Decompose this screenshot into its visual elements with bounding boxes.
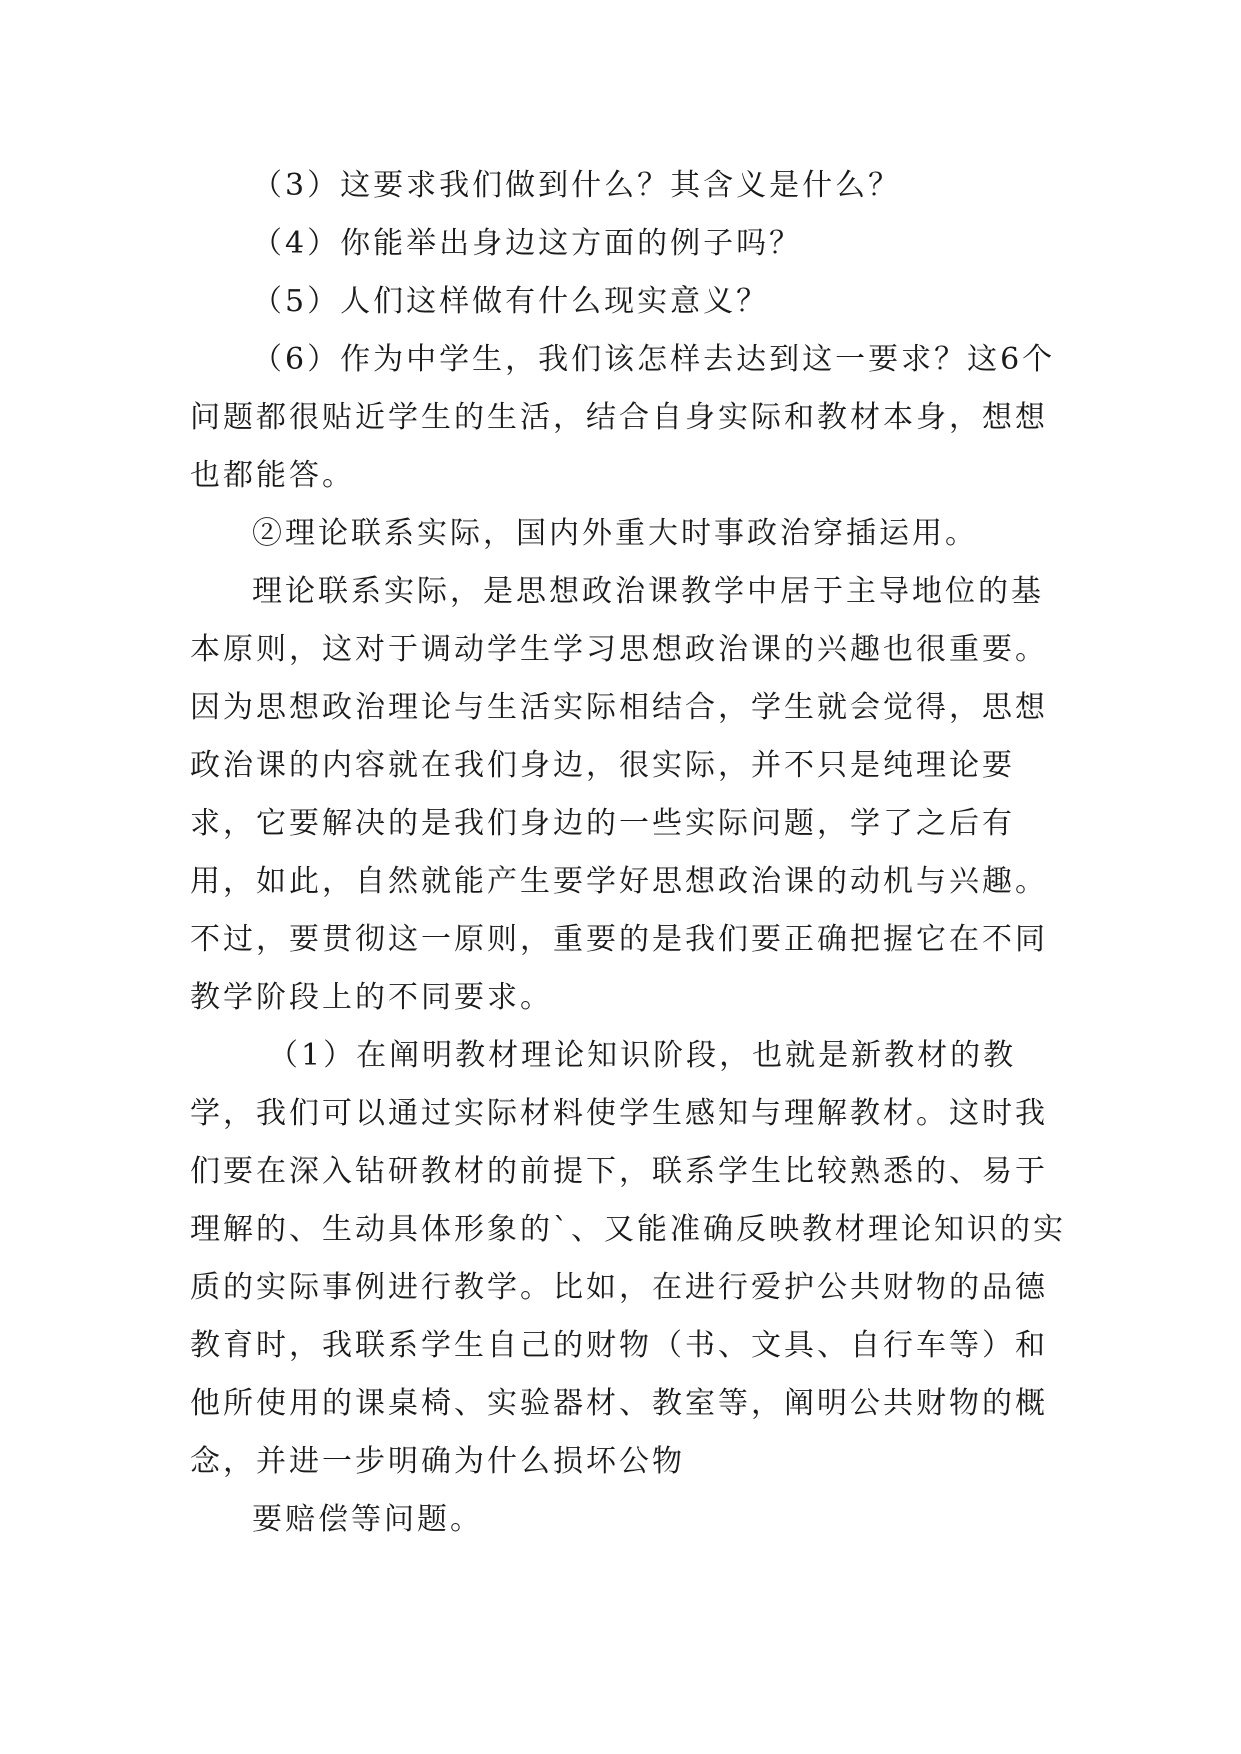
question-5: （5）人们这样做有什么现实意义？ <box>252 284 770 319</box>
section-heading-2: ②理论联系实际，国内外重大时事政治穿插运用。 <box>252 516 978 551</box>
question-4: （4）你能举出身边这方面的例子吗？ <box>252 226 803 261</box>
document-body <box>190 157 1070 1549</box>
question-3: （3）这要求我们做到什么？其含义是什么？ <box>252 168 902 203</box>
question-6: （6）作为中学生，我们该怎样去达到这一要求？这6个问题都很贴近学生的生活，结合自身实际和教材本身，想想也都能答。 <box>190 342 1056 493</box>
item-1-paragraph: （1）在阐明教材理论知识阶段，也就是新教材的教学，我们可以通过实际材料使学生感知与理解教材。这时我们要在深入钻研教材的前提下，联系学生比较熟悉的、易于理解的、生动具体形象的`、又能准确反映教材理论知识的实质的实际事例进行教学。比如，在进行爱护公共财物的品德教育时，我联系学生自己的财物（书、文具、自行车等）和他所使用的课桌椅、实验器材、教室等，阐明公共财物的概念，并进一步明确为什么损坏公物 <box>190 1038 1066 1479</box>
tail-paragraph: 要赔偿等问题。 <box>252 1502 483 1537</box>
body-paragraph: 理论联系实际，是思想政治课教学中居于主导地位的基本原则，这对于调动学生学习思想政治课的兴趣也很重要。因为思想政治理论与生活实际相结合，学生就会觉得，思想政治课的内容就在我们身边，很实际，并不只是纯理论要求，它要解决的是我们身边的一些实际问题，学了之后有用，如此，自然就能产生要学好思想政治课的动机与兴趣。不过，要贯彻这一原则，重要的是我们要正确把握它在不同教学阶段上的不同要求。 <box>190 574 1048 1015</box>
